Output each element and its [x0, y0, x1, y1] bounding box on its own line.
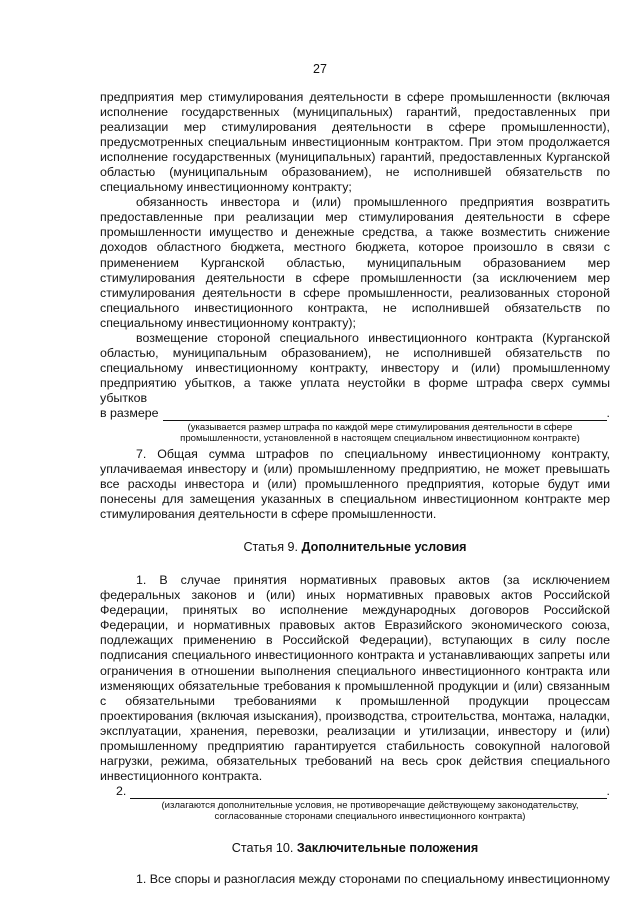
page-number: 27 — [313, 62, 327, 76]
article-9-heading — [100, 540, 610, 555]
article-9-item-1: 1. В случае принятия нормативных правовых актов (за исключением федеральных законов и (или) иных нормативных правовых актов Российской Федерации, принятых во исполнение международных договоров Российской Федерации, и нормативных правовых актов Евразийского экономического союза, подлежащих применению в Российской Федерации), вступающих в силу после подписания специального инвестиционного контракта и устанавливающих запреты или ограничения в отношении выполнения специального инвестиционного контракта или изменяющих обязательные требования к промышленной продукции и (или) связанным с обязательными требованиями к промышленной продукции процессам проектирования (включая изыскания), производства, строительства, монтажа, наладки, эксплуатации, хранения, перевозки, реализации и утилизации, инвестору и (или) промышленному предприятию гарантируется стабильность совокупной налоговой нагрузки, режима, обязательных требований на весь срок действия специального инвестиционного контракта. — [100, 573, 610, 783]
penalty-blank — [163, 409, 607, 421]
article-10-item-1: 1. Все споры и разногласия между сторонами по специальному инвестиционному — [136, 871, 610, 886]
paragraph-compensation: возмещение стороной специального инвестиционного контракта (Курганской областью, муниципальным образованием), не исполнившей обязательств по специальному инвестиционному контракту, инвестору и (или) промышленному предприятию убытков, а также уплата неустойки в форме штрафа сверх суммы убытков — [100, 330, 610, 405]
article-9-item-2-blank — [130, 787, 606, 799]
penalty-line-label: в размере — [100, 405, 159, 420]
paragraph-continuation: предприятия мер стимулирования деятельности в сфере промышленности (включая исполнение государственных (муниципальных) гарантий, предоставленных при реализации мер стимулирования деятельности в сфере промышленности), предусмотренных специальным инвестиционным контрактом. При этом продолжается исполнение государственных (муниципальных) гарантий, предоставленных Курганской областью (муниципальным образованием), не исполнившей обязательств по специальному инвестиционному контракту; — [100, 90, 610, 195]
paragraph-investor-obligation: обязанность инвестора и (или) промышленного предприятия возвратить предоставленные при реализации мер стимулирования деятельности в сфере промышленности имущество и денежные средства, а также возместить снижение доходов областного бюджета, местного бюджета, которое произошло в связи с применением Курганской областью, муниципальным образованием мер стимулирования деятельности в сфере промышленности (за исключением мер стимулирования деятельности в сфере промышленности, реализованных стороной специального инвестиционного контракта, не исполнившей обязательств по специальному инвестиционному контракту); — [100, 195, 610, 330]
item-7: 7. Общая сумма штрафов по специальному инвестиционному контракту, уплачиваемая инвестору и (или) промышленному предприятию, не может превышать все расходы инвестора и (или) промышленного предприятия, которые будут ими понесены для замещения указанных в специальном инвестиционном контракте мер стимулирования деятельности в сфере промышленности. — [100, 446, 610, 522]
penalty-line-end: . — [606, 405, 610, 420]
article-9-item-2-line — [100, 784, 610, 799]
article-9-item-2-note: (излагаются дополнительные условия, не противоречащие действующему законодательству, согласованные сторонами специального инвестиционного контракта) — [161, 799, 579, 823]
article-10-heading — [100, 841, 610, 856]
article-9-prefix: Статья 9. — [243, 540, 299, 555]
article-10-prefix: Статья 10. — [231, 840, 294, 855]
article-9-item-2-end: . — [606, 783, 610, 798]
document-body — [100, 90, 610, 887]
article-10-title: Заключительные положения — [296, 840, 479, 855]
article-9-title: Дополнительные условия — [301, 540, 467, 555]
penalty-line — [100, 406, 610, 421]
article-9-item-2-label: 2. — [116, 783, 127, 798]
penalty-note: (указывается размер штрафа по каждой мере стимулирования деятельности в сфере промышленности, установленной в настоящем специальном инвестиционном контракте) — [180, 421, 580, 445]
